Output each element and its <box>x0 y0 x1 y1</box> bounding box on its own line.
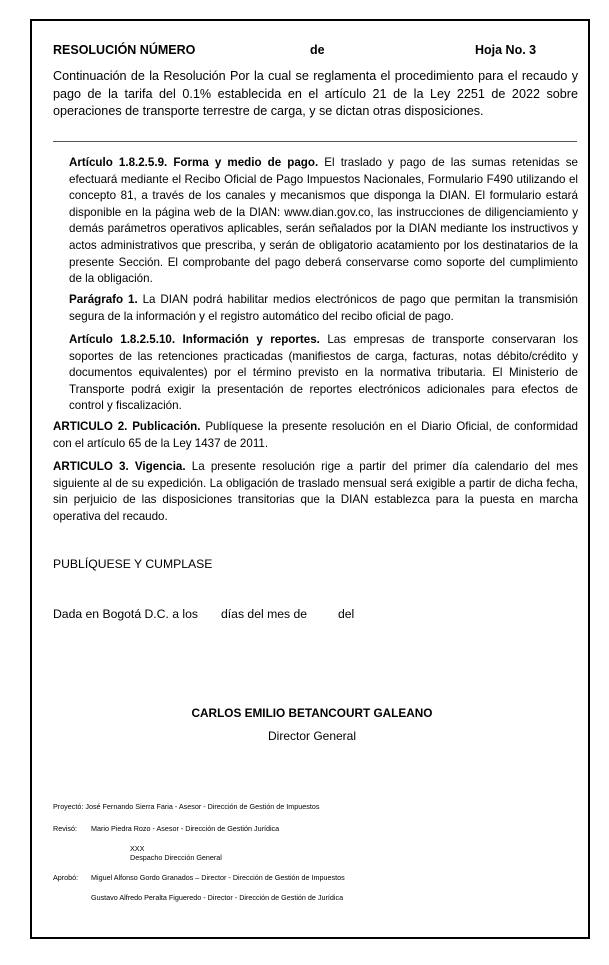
article-body: La presente resolución rige a partir del primer día calendario del mes siguiente al de su expedición. La obligación de traslado mensual será exigible a partir de dicha fecha, sin perjuicio de las disposiciones transitorias que la DIAN establezca para la puesta en marcha operativa del recaudo. <box>53 460 578 523</box>
article-body: Las empresas de transporte conservaran los soportes de las retenciones practicadas (manifiestos de carga, facturas, notas débito/crédito y documentos equivalentes) por el término previsto en la normativa tributaria. El Ministerio de Transporte podrá exigir la presentación de reportes electrónicos adicionales para efectos de control y fiscalización. <box>69 333 578 413</box>
footer-despacho: Despacho Dirección General <box>130 853 222 862</box>
signer-title: Director General <box>267 729 357 743</box>
resolution-number-label: RESOLUCIÓN NÚMERO <box>53 43 196 57</box>
article-body: Publíquese la presente resolución en el Diario Oficial, de conformidad con el artículo 65 de la Ley 1437 de 2011. <box>53 420 579 450</box>
article-title: Parágrafo 1. <box>69 293 138 306</box>
date-year-label: del <box>338 607 355 621</box>
date-prefix: Dada en Bogotá D.C. a los <box>53 607 198 621</box>
paragraph-note <box>69 292 578 325</box>
article-paragraph <box>69 332 578 415</box>
footer-proyecto: Proyectó: José Fernando Sierra Faria - Asesor - Dirección de Gestión de Impuestos <box>53 802 320 811</box>
footer-aprobo-2: Gustavo Alfredo Peralta Figueredo - Director - Dirección de Gestión de Jurídica <box>91 893 344 902</box>
article-title: ARTICULO 2. Publicación. <box>53 420 201 433</box>
intro-paragraph: Continuación de la Resolución Por la cual se reglamenta el procedimiento para el recaudo y pago de la tarifa del 0.1% establecida en el artículo 21 de la Ley 2251 de 2022 sobre operaciones de transporte terrestre de carga, y se dictan otras disposiciones. <box>53 69 578 118</box>
footer-aprobo-1: Miguel Alfonso Gordo Granados – Director - Dirección de Gestión de Impuestos <box>91 873 345 882</box>
footer-xxx: XXX <box>130 844 145 853</box>
divider-line <box>53 141 577 142</box>
document-page <box>30 19 590 939</box>
article-body: La DIAN podrá habilitar medios electrónicos de pago que permitan la transmisión segura de la información y el registro automático del recibo oficial de pago. <box>69 293 579 323</box>
article-title: Artículo 1.8.2.5.10. Información y reportes. <box>69 333 320 346</box>
article-paragraph <box>53 459 578 525</box>
article-paragraph <box>53 419 578 452</box>
article-paragraph <box>69 155 578 288</box>
date-days-label: días del mes de <box>221 607 308 621</box>
article-body: El traslado y pago de las sumas retenidas se efectuará mediante el Recibo Oficial de Pago Impuestos Nacionales, Formulario F490 utilizando el concepto 81, a través de los canales y mecanismos que disponga la DIAN. El formulario estará disponible en la página web de la DIAN: www.dian.gov.co, las instrucciones de diligenciamiento y demás parámetros operativos aplicables, serán señalados por la DIAN mediante los instructivos y actos administrativos que prescriba, y serán de obligatorio acatamiento por los destinatarios de la presente Sección. El comprobante del pago deberá conservarse como soporte del cumplimiento de la obligación. <box>69 156 578 286</box>
footer-aprobo-label: Aprobó: <box>53 873 79 882</box>
article-title: Artículo 1.8.2.5.9. Forma y medio de pago. <box>69 156 319 169</box>
footer-reviso: Mario Piedra Rozo - Asesor - Dirección de Gestión Jurídica <box>91 824 280 833</box>
page-number-label: Hoja No. 3 <box>475 43 537 57</box>
de-label: de <box>310 43 325 57</box>
article-title: ARTICULO 3. Vigencia. <box>53 460 186 473</box>
footer-reviso-label: Revisó: <box>53 824 77 833</box>
closing-phrase: PUBLÍQUESE Y CUMPLASE <box>53 557 213 571</box>
signer-name: CARLOS EMILIO BETANCOURT GALEANO <box>191 706 433 720</box>
